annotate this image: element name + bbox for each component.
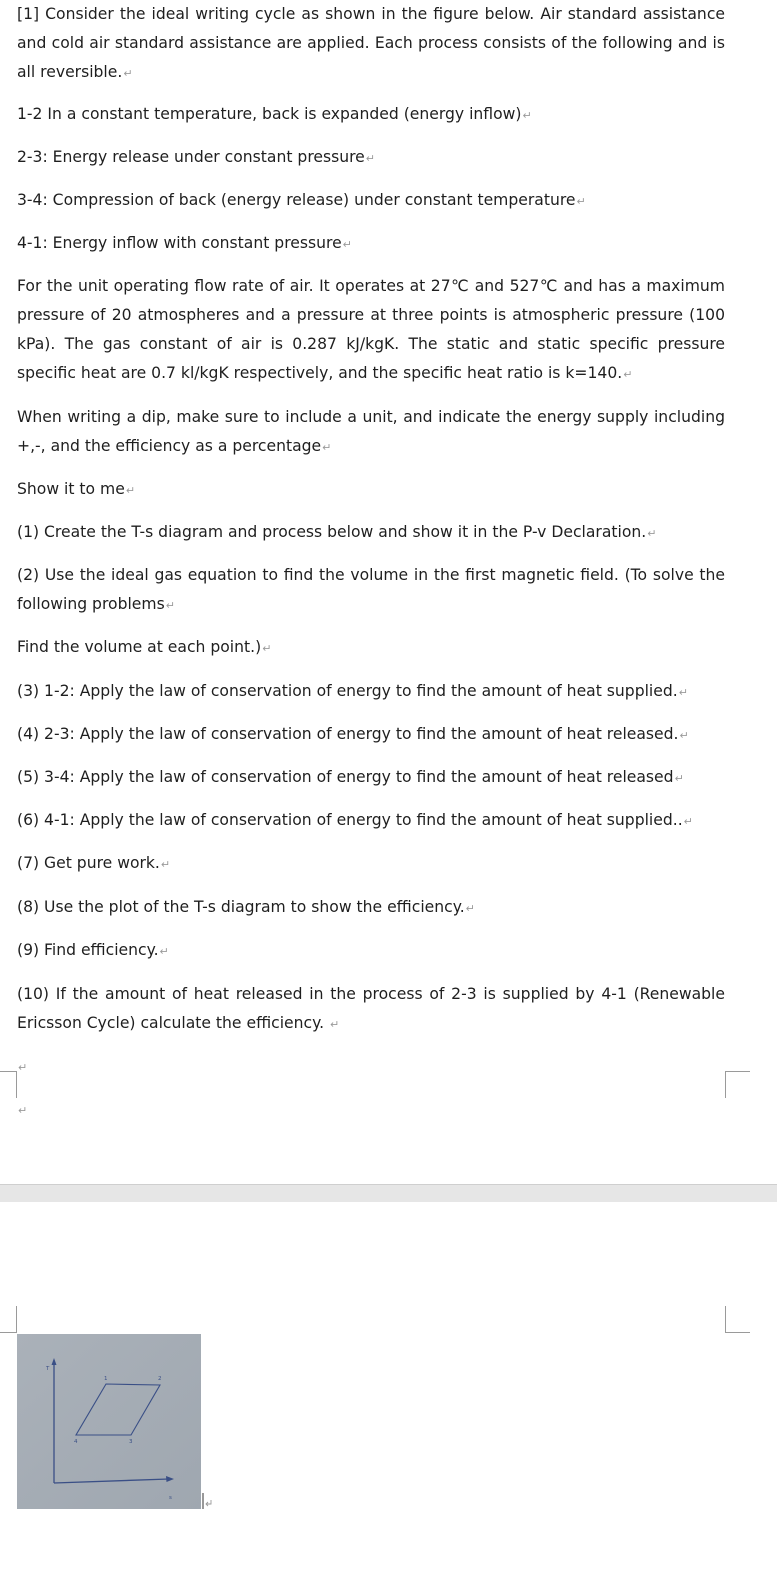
paragraph-mark: ↵ xyxy=(18,1104,28,1117)
t-axis-label: T xyxy=(46,1366,50,1372)
paragraph-mark: ↵ xyxy=(123,67,133,80)
document-body[interactable] xyxy=(17,0,725,1125)
paragraph-conditions[interactable] xyxy=(17,272,725,389)
crop-mark-top-left xyxy=(0,1306,17,1333)
paragraph-process-1-2[interactable] xyxy=(17,100,725,130)
point-label-3: 3 xyxy=(129,1439,133,1445)
paragraph-mark: ↵ xyxy=(674,772,684,785)
crop-mark-top-right xyxy=(725,1306,750,1333)
paragraph-process-2-3-text: 2-3: Energy release under constant pressure xyxy=(17,148,365,166)
paragraph-mark: ↵ xyxy=(623,368,633,381)
paragraph-process-3-4-text: 3-4: Compression of back (energy release) under constant temperature xyxy=(17,191,576,209)
paragraph-mark: ↵ xyxy=(683,815,693,828)
paragraph-mark: ↵ xyxy=(678,686,688,699)
question-8[interactable] xyxy=(17,893,725,923)
question-7-text: (7) Get pure work. xyxy=(17,854,160,872)
point-label-2: 2 xyxy=(158,1376,162,1382)
crop-mark-bottom-left xyxy=(0,1071,17,1098)
paragraph-mark: ↵ xyxy=(647,527,657,540)
question-1-text: (1) Create the T-s diagram and process below and show it in the P-v Declaration. xyxy=(17,523,647,541)
paragraph-mark: ↵ xyxy=(18,1061,28,1074)
empty-paragraph[interactable] xyxy=(17,1095,725,1125)
question-7[interactable] xyxy=(17,849,725,879)
question-6-text: (6) 4-1: Apply the law of conservation of energy to find the amount of heat supplied.. xyxy=(17,811,683,829)
text-cursor-icon xyxy=(202,1492,214,1510)
paragraph-mark: ↵ xyxy=(160,858,171,871)
question-8-text: (8) Use the plot of the T-s diagram to show the efficiency. xyxy=(17,898,465,916)
question-10[interactable] xyxy=(17,980,725,1039)
paragraph-mark: ↵ xyxy=(159,945,169,958)
paragraph-mark: ↵ xyxy=(342,238,352,251)
paragraph-conditions-text: For the unit operating flow rate of air. It operates at 27℃ and 527℃ and has a maximum pressure of 20 atmospheres and a pressure at three points is atmospheric pressure (100 kPa). The gas constant of air is 0.287 kJ/kgK. The static and static specific pressure specific heat are 0.7 kl/kgK respectively, and the specific heat ratio is k=140. xyxy=(17,277,725,382)
photo-background xyxy=(17,1334,201,1509)
paragraph-mark: ↵ xyxy=(125,484,136,497)
paragraph-process-4-1-text: 4-1: Energy inflow with constant pressure xyxy=(17,234,342,252)
question-1[interactable] xyxy=(17,518,725,548)
paragraph-show-text: Show it to me xyxy=(17,480,125,498)
paragraph-mark: ↵ xyxy=(522,109,532,122)
question-5[interactable] xyxy=(17,763,725,793)
question-2-continued-text: Find the volume at each point.) xyxy=(17,638,262,656)
question-2[interactable] xyxy=(17,561,725,620)
paragraph-mark: ↵ xyxy=(262,642,272,655)
paragraph-instructions[interactable] xyxy=(17,403,725,462)
question-2-text: (2) Use the ideal gas equation to find the volume in the first magnetic field. (To solve the following problems xyxy=(17,566,725,613)
question-10-text: (10) If the amount of heat released in the process of 2-3 is supplied by 4-1 (Renewable Ericsson Cycle) calculate the efficiency. xyxy=(17,985,725,1032)
ts-diagram-photo[interactable] xyxy=(17,1334,201,1509)
paragraph-show[interactable] xyxy=(17,475,725,505)
question-3-text: (3) 1-2: Apply the law of conservation of energy to find the amount of heat supplied. xyxy=(17,682,678,700)
paragraph-mark: ↵ xyxy=(576,195,586,208)
paragraph-process-2-3[interactable] xyxy=(17,143,725,173)
paragraph-mark: ↵ xyxy=(365,152,375,165)
paragraph-mark: ↵ xyxy=(322,441,332,454)
question-3[interactable] xyxy=(17,677,725,707)
point-label-1: 1 xyxy=(104,1376,108,1382)
paragraph-mark: ↵ xyxy=(165,599,175,612)
paragraph-process-4-1[interactable] xyxy=(17,229,725,259)
paragraph-mark: ↵ xyxy=(330,1018,340,1031)
question-2-continued[interactable] xyxy=(17,633,725,663)
paragraph-process-3-4[interactable] xyxy=(17,186,725,216)
s-axis-label: s xyxy=(169,1495,172,1501)
point-label-4: 4 xyxy=(74,1439,78,1445)
crop-mark-bottom-right xyxy=(725,1071,750,1098)
empty-paragraph[interactable] xyxy=(17,1052,725,1082)
paragraph-mark: ↵ xyxy=(679,729,689,742)
paragraph-intro[interactable] xyxy=(17,0,725,88)
question-9-text: (9) Find efficiency. xyxy=(17,941,159,959)
paragraph-intro-text: [1] Consider the ideal writing cycle as shown in the figure below. Air standard assistance and cold air standard assistance are applied. Each process consists of the following and is all reversible. xyxy=(17,5,725,81)
paragraph-mark: ↵ xyxy=(465,902,475,915)
page-break-gap xyxy=(0,1184,777,1203)
question-4[interactable] xyxy=(17,720,725,750)
question-6[interactable] xyxy=(17,806,725,836)
question-5-text: (5) 3-4: Apply the law of conservation of energy to find the amount of heat released xyxy=(17,768,674,786)
paragraph-instructions-text: When writing a dip, make sure to include a unit, and indicate the energy supply including +,-, and the efficiency as a percentage xyxy=(17,408,725,455)
question-4-text: (4) 2-3: Apply the law of conservation of energy to find the amount of heat released. xyxy=(17,725,679,743)
paragraph-process-1-2-text: 1-2 In a constant temperature, back is expanded (energy inflow) xyxy=(17,105,522,123)
question-9[interactable] xyxy=(17,936,725,966)
